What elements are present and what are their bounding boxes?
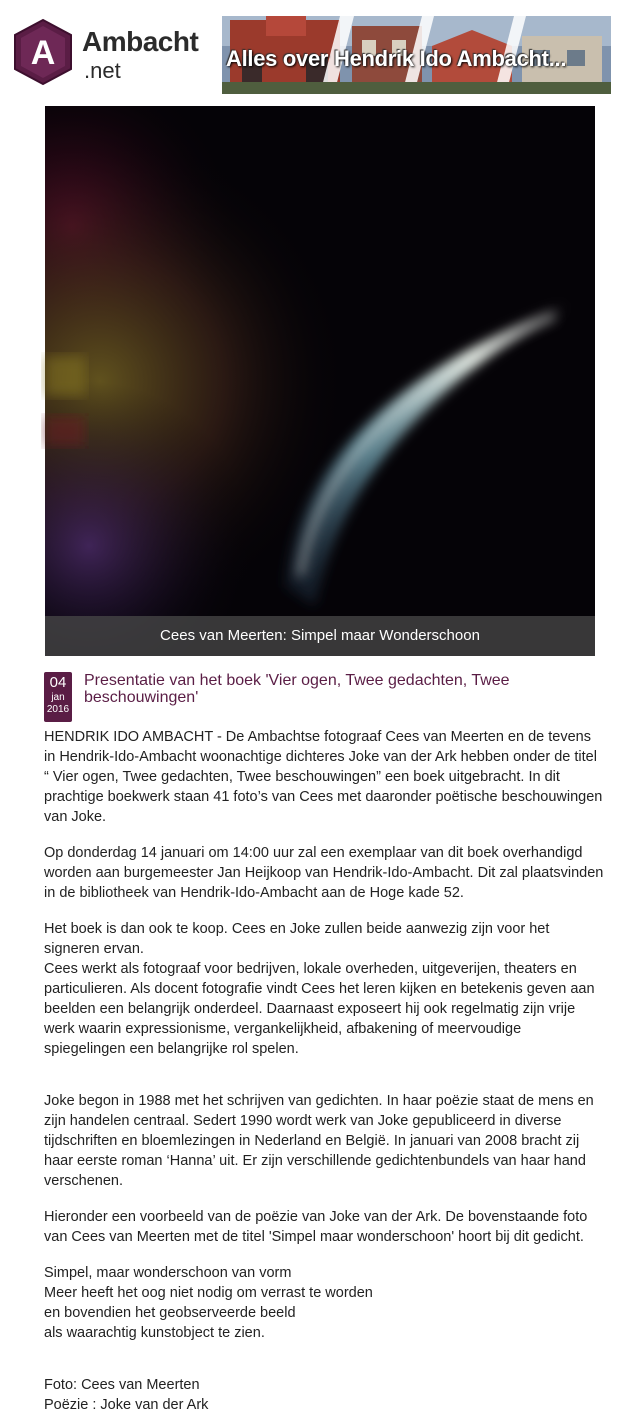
banner-tagline: Alles over Hendrik Ido Ambacht... bbox=[226, 46, 567, 71]
poem bbox=[44, 1263, 604, 1343]
poem-line: Meer heeft het oog niet nodig om verrast te worden bbox=[44, 1285, 373, 1301]
poem-line: als waarachtig kunstobject te zien. bbox=[44, 1325, 265, 1341]
poem-line: Simpel, maar wonderschoon van vorm bbox=[44, 1265, 292, 1281]
article-photo[interactable] bbox=[45, 106, 595, 656]
logo-suffix: .net bbox=[84, 58, 121, 83]
article-paragraph: Het boek is dan ook te koop. Cees en Joke zullen beide aanwezig zijn voor het signeren ervan. bbox=[44, 921, 550, 957]
article-paragraph: Op donderdag 14 januari om 14:00 uur zal een exemplaar van dit boek overhandigd worden aan burgemeester Jan Heijkoop van Hendrik-Ido-Ambacht. Dit zal plaatsvinden in de bibliotheek van Hendrik-Ido-Ambacht aan de Hoge kade 52. bbox=[44, 845, 604, 901]
date-year: 2016 bbox=[46, 704, 70, 715]
photo-caption: Cees van Meerten: Simpel maar Wonderschoon bbox=[45, 616, 595, 656]
date-badge bbox=[44, 672, 72, 722]
header-banner[interactable] bbox=[222, 16, 611, 94]
article-paragraph: Joke begon in 1988 met het schrijven van gedichten. In haar poëzie staat de mens en zijn handelen centraal. Sedert 1990 wordt werk van Joke gepubliceerd in diverse tijdschriften en bloemlezingen in Nederland en België. In januari van 2008 bracht zij haar eerste roman ‘Hanna’ uit. Er zijn verschillende gedichtenbundels van haar hand verschenen. bbox=[44, 1093, 594, 1189]
abstract-photo-image bbox=[45, 106, 595, 656]
article-body bbox=[44, 727, 604, 1415]
logo-hexagon-icon bbox=[12, 18, 74, 86]
poem-line: en bovendien het geobserveerde beeld bbox=[44, 1305, 296, 1321]
credits bbox=[44, 1375, 604, 1415]
article-paragraph: Hieronder een voorbeeld van de poëzie van Joke van der Ark. De bovenstaande foto van Cees van Meerten met de titel 'Simpel maar wonderschoon' hoort bij dit gedicht. bbox=[44, 1209, 588, 1245]
article-paragraph: Cees werkt als fotograaf voor bedrijven, lokale overheden, uitgeverijen, theaters en particulieren. Als docent fotografie vindt Cees het leren kijken en betekenis geven aan beelden een belangrijk onderdeel. Daarnaast exposeert hij ook regelmatig zijn vrije werk waarin expressionisme, vergankelijkheid, afbakening of meervoudige spiegelingen een belangrijke rol spelen. bbox=[44, 961, 595, 1057]
article-title[interactable]: Presentatie van het boek 'Vier ogen, Twee gedachten, Twee beschouwingen' bbox=[84, 672, 510, 706]
credit-line: Poëzie : Joke van der Ark bbox=[44, 1397, 209, 1413]
credit-line: Foto: Cees van Meerten bbox=[44, 1377, 200, 1393]
logo-wordmark: Ambacht bbox=[82, 26, 199, 57]
date-day: 04 bbox=[49, 674, 67, 691]
site-header bbox=[0, 0, 621, 100]
logo-letter: A bbox=[30, 34, 56, 72]
site-logo[interactable] bbox=[12, 18, 212, 88]
article-paragraph: HENDRIK IDO AMBACHT - De Ambachtse fotograaf Cees van Meerten en de tevens in Hendrik-Ido-Ambacht woonachtige dichteres Joke van der Ark hebben onder de titel “ Vier ogen, Twee gedachten, Twee beschouwingen” een boek uitgebracht. In dit prachtige boekwerk staan 41 foto’s van Cees met daaronder poëtische beschouwingen van Joke. bbox=[44, 729, 603, 825]
date-month: jan bbox=[51, 692, 65, 703]
